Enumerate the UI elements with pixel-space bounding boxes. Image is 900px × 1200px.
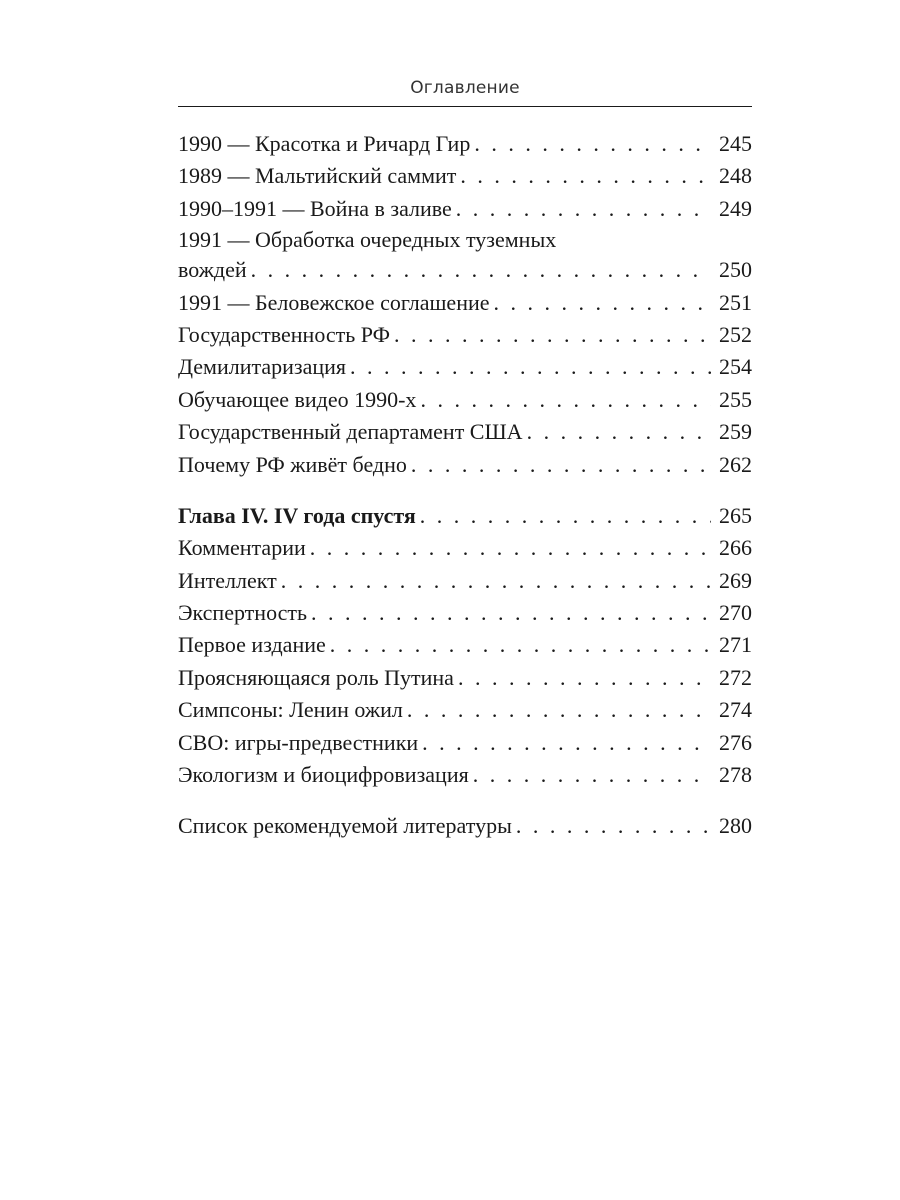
toc-entry-page: 269: [719, 567, 752, 593]
toc-entry-title: Почему РФ живёт бедно: [178, 451, 407, 477]
dot-leader: [346, 351, 711, 383]
running-title: Оглавление: [410, 78, 520, 98]
dot-leader: [469, 759, 711, 791]
toc-entry-title: Интеллект: [178, 567, 277, 593]
toc-entry-page: 280: [719, 813, 752, 839]
toc-entry[interactable]: [178, 629, 752, 661]
toc-entry[interactable]: [178, 416, 752, 448]
toc-entry-page: 270: [719, 600, 752, 626]
toc-entry-page: 266: [719, 535, 752, 561]
dot-leader: [452, 193, 711, 225]
dot-leader: [403, 694, 711, 726]
toc-entry-page: 276: [719, 729, 752, 755]
dot-leader: [247, 254, 711, 286]
toc-entry-page: 255: [719, 386, 752, 412]
toc-entry[interactable]: [178, 225, 752, 286]
toc-entry[interactable]: [178, 662, 752, 694]
toc-chapter-entry[interactable]: [178, 500, 752, 532]
toc-entry-page: 271: [719, 632, 752, 658]
toc-entry-title: Симпсоны: Ленин ожил: [178, 697, 403, 723]
toc-entry-page: 272: [719, 664, 752, 690]
dot-leader: [418, 727, 711, 759]
toc-entry-page: 250: [719, 257, 752, 283]
dot-leader: [512, 810, 711, 842]
toc-entry[interactable]: [178, 287, 752, 319]
toc-entry-page: 259: [719, 419, 752, 445]
toc-entry-title: 1989 — Мальтийский саммит: [178, 163, 457, 189]
toc-entry-page: 274: [719, 697, 752, 723]
toc-entry-title: Экологизм и биоцифровизация: [178, 762, 469, 788]
toc-entry-title-line1: 1991 — Обработка очередных туземных: [178, 227, 557, 253]
toc-entry-title: Список рекомендуемой литературы: [178, 813, 512, 839]
toc-bibliography-entry[interactable]: [178, 810, 752, 842]
toc-entry[interactable]: [178, 532, 752, 564]
toc-entry-title: СВО: игры-предвестники: [178, 729, 419, 755]
header-rule: [178, 106, 752, 107]
dot-leader: [307, 597, 711, 629]
toc-entry-title: Первое издание: [178, 632, 326, 658]
toc-entry-title: Комментарии: [178, 535, 306, 561]
toc-entry-title: Проясняющаяся роль Путина: [178, 664, 454, 690]
dot-leader: [470, 128, 711, 160]
dot-leader: [407, 449, 711, 481]
toc-entry-title: Обучающее видео 1990-х: [178, 386, 417, 412]
toc-entry[interactable]: [178, 384, 752, 416]
toc-entry-title-line2: вождей: [178, 257, 247, 283]
toc-entry[interactable]: [178, 319, 752, 351]
toc-entry-page: 278: [719, 762, 752, 788]
dot-leader: [390, 319, 711, 351]
dot-leader: [416, 500, 711, 532]
toc-chapter-title: Глава IV. IV года спустя: [178, 502, 416, 528]
toc-entry-title: Экспертность: [178, 600, 308, 626]
toc-entry-title: Демилитаризация: [178, 354, 347, 380]
toc-entry[interactable]: [178, 759, 752, 791]
toc-entry-title: Государственность РФ: [178, 321, 391, 347]
toc-entry-page: 245: [719, 130, 752, 156]
toc-entry-title: 1990–1991 — Война в заливе: [178, 195, 452, 221]
toc-entry[interactable]: [178, 449, 752, 481]
section-gap: [178, 791, 752, 810]
toc-entry-page: 248: [719, 163, 752, 189]
dot-leader: [416, 384, 711, 416]
toc-entry-page: 252: [719, 321, 752, 347]
toc-entry-page: 265: [719, 502, 752, 528]
dot-leader: [306, 532, 711, 564]
toc-entry-title: 1991 — Беловежское соглашение: [178, 289, 490, 315]
table-of-contents: [178, 128, 752, 843]
toc-entry-title: 1990 — Красотка и Ричард Гир: [178, 130, 471, 156]
section-gap: [178, 481, 752, 500]
dot-leader: [326, 629, 711, 661]
dot-leader: [456, 160, 711, 192]
toc-entry[interactable]: [178, 694, 752, 726]
dot-leader: [277, 565, 711, 597]
dot-leader: [523, 416, 711, 448]
toc-entry-page: 251: [719, 289, 752, 315]
toc-entry-page: 262: [719, 451, 752, 477]
toc-entry[interactable]: [178, 727, 752, 759]
toc-entry[interactable]: [178, 128, 752, 160]
toc-entry[interactable]: [178, 351, 752, 383]
toc-entry-page: 254: [719, 354, 752, 380]
toc-entry[interactable]: [178, 160, 752, 192]
toc-entry[interactable]: [178, 565, 752, 597]
dot-leader: [454, 662, 711, 694]
toc-entry-title: Государственный департамент США: [178, 419, 523, 445]
toc-entry[interactable]: [178, 193, 752, 225]
toc-entry[interactable]: [178, 597, 752, 629]
toc-entry-page: 249: [719, 195, 752, 221]
dot-leader: [490, 287, 711, 319]
